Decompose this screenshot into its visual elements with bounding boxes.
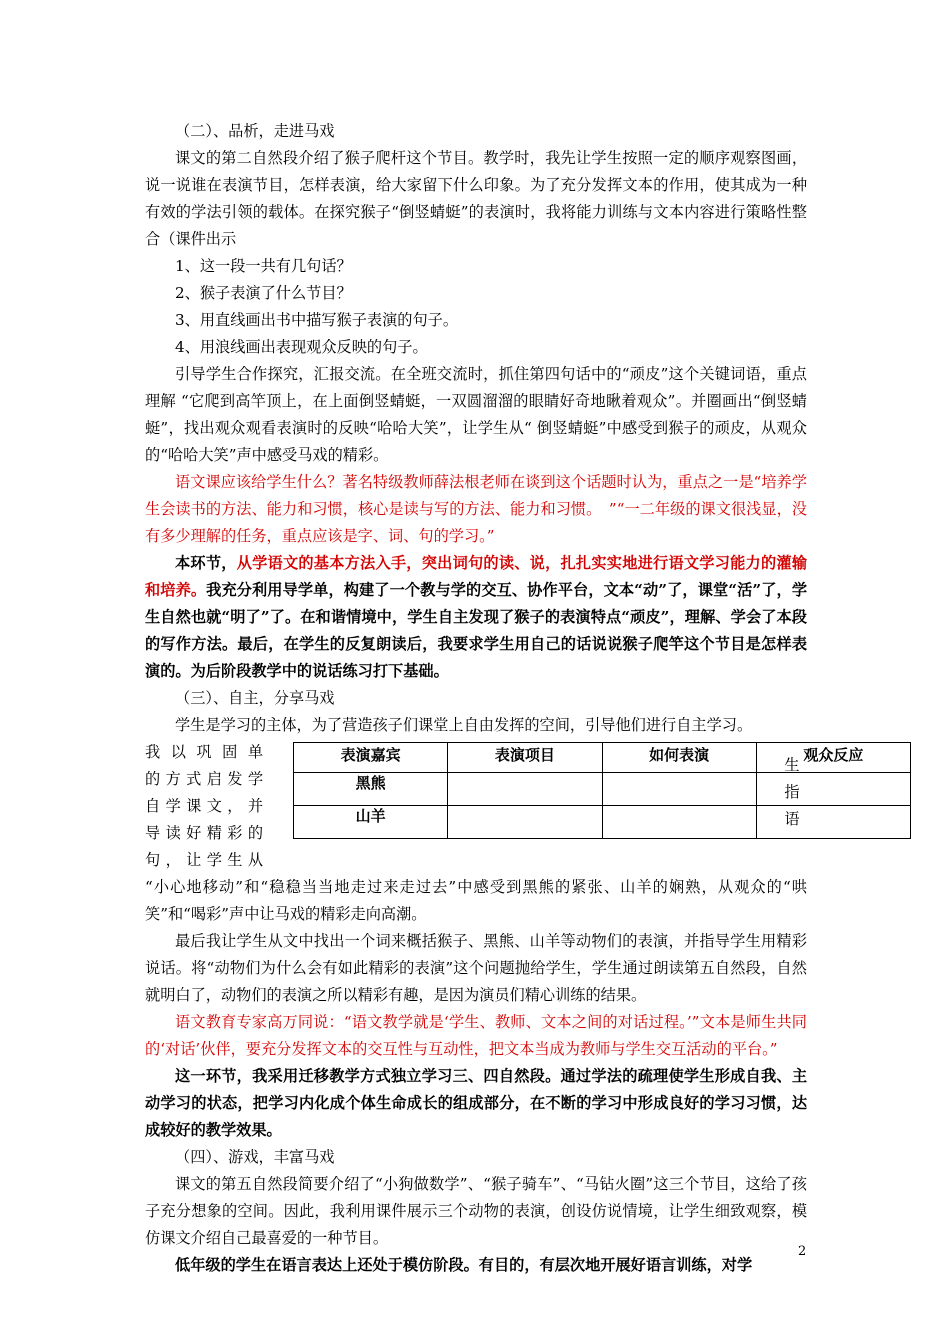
table-header: 表演项目 [448,743,602,773]
question-item: 1、这一段一共有几句话？ [175,257,352,275]
table-header-row [294,743,911,773]
section3-intro: 学生是学习的主体，为了营造孩子们课堂上自由发挥的空间，引导他们进行自主学习。 [175,716,753,734]
section4-heading: （四）、游戏，丰富马戏 [175,1148,335,1166]
section3-summary: 这一环节，我采用迁移教学方式独立学习三、四自然段。通过学法的疏理使学生形成自我、主动学习的状态，把学习内化成个体生命成长的组成部分，在不断的学习中形成良好的学习习惯，达成较好的教学效果。 [145,1067,807,1139]
section3-quote: 语文教育专家高万同说：“语文教学就是‘学生、教师、文本之间的对话过程。’”文本是师生共同的‘对话’伙伴，要充分发挥文本的交互性与互动性，把文本当成为教师与学生交互活动的平台。” [145,1013,807,1058]
table-cell [756,773,910,806]
section2-summary [145,550,807,685]
section3-heading: （三）、自主，分享马戏 [175,689,335,707]
summary-start: 本环节， [175,554,237,572]
question-item: 3、用直线画出书中描写猴子表演的句子。 [175,311,459,329]
section3-para2: 最后我让学生从文中找出一个词来概括猴子、黑熊、山羊等动物们的表演，并指导学生用精彩说话。将“动物们为什么会有如此精彩的表演”这个问题抛给学生，学生通过朗读第五自然段，自然就明白了，动物们的表演之所以精彩有趣，是因为演员们精心训练的结果。 [145,932,807,1004]
table-wrap-area [145,739,864,847]
table-header: 观众反应 [756,743,910,773]
section2-guide: 引导学生合作探究，汇报交流。在全班交流时，抓住第四句话中的“顽皮”这个关键词语，重点理解 “它爬到高竿顶上，在上面倒竖蜻蜓，一双圆溜溜的眼睛好奇地瞅着观众”。并圈画出“倒竖蜻蜓”，找出观众观看表演时的反映“哈哈大笑”，让学生从“ 倒竖蜻蜓”中感受到猴子的顽皮，从观众的“哈哈大笑”声中感受马戏的精彩。 [145,365,807,464]
table-cell [602,773,756,806]
wrapped-text-last: 句，让学生从 [145,851,263,869]
table-row [294,773,911,806]
table-header: 表演嘉宾 [294,743,448,773]
wrapped-text-right: 生 指 语 [784,756,800,828]
section2-intro: 课文的第二自然段介绍了猴子爬杆这个节目。教学时，我先让学生按照一定的顺序观察图画，说一说谁在表演节目，怎样表演，给大家留下什么印象。为了充分发挥文本的作用，使其成为一种有效的学法引领的载体。在探究猴子“倒竖蜻蜓”的表演时，我将能力训练与文本内容进行策略性整合（课件出示 [145,149,807,248]
document-page [145,118,864,1279]
section2-quote: 语文课应该给学生什么？著名特级教师薛法根老师在谈到这个话题时认为，重点之一是“培养学生会读书的方法、能力和习惯，核心是读与写的方法、能力和习惯。 ”“一二年级的课文很浅显，没有多少理解的任务，重点应该是字、词、句的学习。” [145,473,807,545]
section2-heading: （二）、品析，走进马戏 [175,122,335,140]
summary-rest: 我充分利用导学单，构建了一个教与学的交互、协作平台，文本“动”了，课堂“活”了，学生自然也就“明了”了。在和谐情境中，学生自主发现了猴子的表演特点“顽皮”，理解、学会了本段的写作方法。最后，在学生的反复朗读后，我要求学生用自己的话说说猴子爬竿这个节目是怎样表演的。为后阶段教学中的说话练习打下基础。 [145,581,807,680]
table-cell [448,773,602,806]
table-cell [756,806,910,839]
table-row [294,806,911,839]
table-cell-animal: 黑熊 [294,773,448,806]
page-number: 2 [798,1244,807,1259]
performance-table [293,742,911,839]
question-item: 4、用浪线画出表现观众反映的句子。 [175,338,428,356]
table-cell-animal: 山羊 [294,806,448,839]
wrapped-text-left: 我以巩固单 的方式启发学 自学课文，并 导读好精彩的 [145,743,263,842]
question-item: 2、猴子表演了什么节目？ [175,284,352,302]
summary-highlight: 从学语文的基本方法入手，突出词句的读、说，扎扎实实地进行语文学习能力的灌输和培养。 [145,554,808,599]
table-cell [448,806,602,839]
table-header: 如何表演 [602,743,756,773]
section3-after-table: “小心地移动”和“稳稳当当地走过来走过去”中感受到黑熊的紧张、山羊的娴熟，从观众的“哄笑”和“喝彩”声中让马戏的精彩走向高潮。 [145,878,807,923]
section4-intro: 课文的第五自然段简要介绍了“小狗做数学”、“猴子骑车”、“马钻火圈”这三个节目，这给了孩子充分想象的空间。因此，我利用课件展示三个动物的表演，创设仿说情境，让学生细致观察，模仿课文介绍自己最喜爱的一种节目。 [145,1175,807,1247]
section4-summary: 低年级的学生在语言表达上还处于模仿阶段。有目的，有层次地开展好语言训练，对学 [175,1256,753,1274]
table-cell [602,806,756,839]
